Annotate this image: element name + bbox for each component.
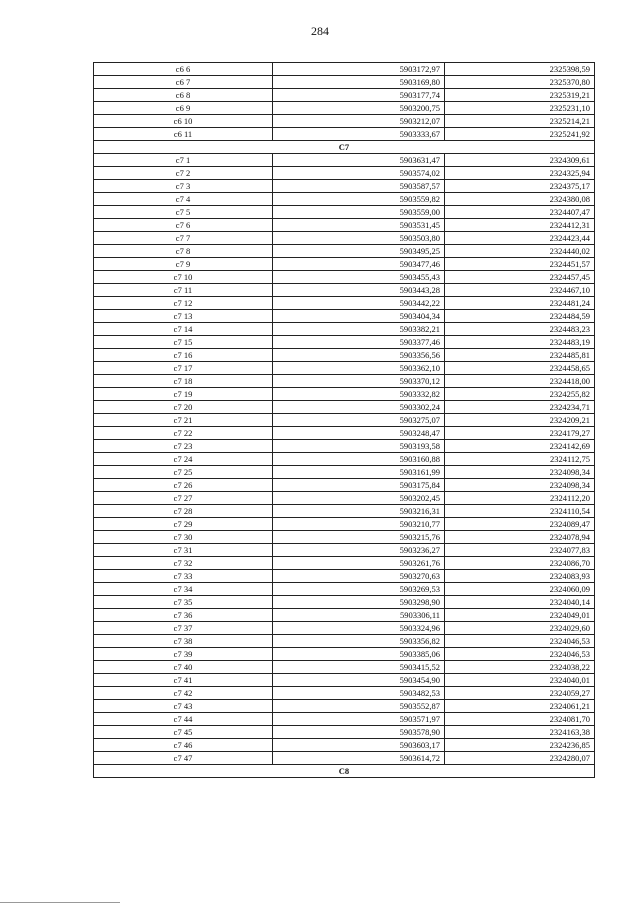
point-name-cell: c7 31 [94, 544, 273, 557]
point-name-cell: c7 38 [94, 635, 273, 648]
point-name-cell: c6 10 [94, 115, 273, 128]
table-row [94, 284, 595, 297]
point-name-cell: c7 36 [94, 609, 273, 622]
x-coordinate-cell: 5903270,63 [273, 570, 445, 583]
point-name-cell: c7 5 [94, 206, 273, 219]
table-row [94, 531, 595, 544]
y-coordinate-cell: 2324046,53 [445, 635, 595, 648]
y-coordinate-cell: 2324163,38 [445, 726, 595, 739]
table-row [94, 154, 595, 167]
y-coordinate-cell: 2325370,80 [445, 76, 595, 89]
y-coordinate-cell: 2324209,21 [445, 414, 595, 427]
point-name-cell: c7 6 [94, 219, 273, 232]
table-row [94, 323, 595, 336]
point-name-cell: c7 9 [94, 258, 273, 271]
point-name-cell: c7 2 [94, 167, 273, 180]
x-coordinate-cell: 5903161,99 [273, 466, 445, 479]
y-coordinate-cell: 2324280,07 [445, 752, 595, 765]
point-name-cell: c7 11 [94, 284, 273, 297]
x-coordinate-cell: 5903216,31 [273, 505, 445, 518]
table-row [94, 648, 595, 661]
point-name-cell: c7 17 [94, 362, 273, 375]
x-coordinate-cell: 5903324,96 [273, 622, 445, 635]
y-coordinate-cell: 2324061,21 [445, 700, 595, 713]
y-coordinate-cell: 2324483,19 [445, 336, 595, 349]
y-coordinate-cell: 2324458,65 [445, 362, 595, 375]
point-name-cell: c7 28 [94, 505, 273, 518]
table-body-c6 [94, 63, 595, 141]
point-name-cell: c6 7 [94, 76, 273, 89]
y-coordinate-cell: 2324083,93 [445, 570, 595, 583]
point-name-cell: c7 16 [94, 349, 273, 362]
table-row [94, 622, 595, 635]
table-row [94, 453, 595, 466]
point-name-cell: c7 41 [94, 674, 273, 687]
x-coordinate-cell: 5903160,88 [273, 453, 445, 466]
table-row [94, 271, 595, 284]
point-name-cell: c7 34 [94, 583, 273, 596]
x-coordinate-cell: 5903531,45 [273, 219, 445, 232]
point-name-cell: c7 33 [94, 570, 273, 583]
point-name-cell: c7 18 [94, 375, 273, 388]
y-coordinate-cell: 2324234,71 [445, 401, 595, 414]
x-coordinate-cell: 5903169,80 [273, 76, 445, 89]
section-header-c8: C8 [94, 765, 595, 778]
y-coordinate-cell: 2325398,59 [445, 63, 595, 76]
y-coordinate-cell: 2324440,02 [445, 245, 595, 258]
table-row [94, 726, 595, 739]
x-coordinate-cell: 5903385,06 [273, 648, 445, 661]
y-coordinate-cell: 2324484,59 [445, 310, 595, 323]
table-row [94, 687, 595, 700]
x-coordinate-cell: 5903306,11 [273, 609, 445, 622]
x-coordinate-cell: 5903362,10 [273, 362, 445, 375]
table-row [94, 635, 595, 648]
point-name-cell: c6 9 [94, 102, 273, 115]
y-coordinate-cell: 2324049,01 [445, 609, 595, 622]
y-coordinate-cell: 2324255,82 [445, 388, 595, 401]
y-coordinate-cell: 2324098,34 [445, 479, 595, 492]
point-name-cell: c7 27 [94, 492, 273, 505]
point-name-cell: c7 3 [94, 180, 273, 193]
table-body-c7 [94, 154, 595, 765]
y-coordinate-cell: 2324236,85 [445, 739, 595, 752]
table-row [94, 570, 595, 583]
y-coordinate-cell: 2324046,53 [445, 648, 595, 661]
table-row [94, 713, 595, 726]
x-coordinate-cell: 5903236,27 [273, 544, 445, 557]
y-coordinate-cell: 2324029,60 [445, 622, 595, 635]
x-coordinate-cell: 5903210,77 [273, 518, 445, 531]
x-coordinate-cell: 5903370,12 [273, 375, 445, 388]
x-coordinate-cell: 5903559,82 [273, 193, 445, 206]
x-coordinate-cell: 5903356,56 [273, 349, 445, 362]
point-name-cell: c7 35 [94, 596, 273, 609]
point-name-cell: c7 20 [94, 401, 273, 414]
y-coordinate-cell: 2324112,75 [445, 453, 595, 466]
x-coordinate-cell: 5903302,24 [273, 401, 445, 414]
point-name-cell: c7 19 [94, 388, 273, 401]
point-name-cell: c6 11 [94, 128, 273, 141]
x-coordinate-cell: 5903574,02 [273, 167, 445, 180]
x-coordinate-cell: 5903571,97 [273, 713, 445, 726]
table-row [94, 609, 595, 622]
x-coordinate-cell: 5903603,17 [273, 739, 445, 752]
x-coordinate-cell: 5903298,90 [273, 596, 445, 609]
table-row [94, 583, 595, 596]
y-coordinate-cell: 2324309,61 [445, 154, 595, 167]
point-name-cell: c7 12 [94, 297, 273, 310]
x-coordinate-cell: 5903269,53 [273, 583, 445, 596]
x-coordinate-cell: 5903193,58 [273, 440, 445, 453]
table-row [94, 89, 595, 102]
table-row [94, 661, 595, 674]
table-row [94, 349, 595, 362]
x-coordinate-cell: 5903177,74 [273, 89, 445, 102]
point-name-cell: c7 42 [94, 687, 273, 700]
table-row [94, 440, 595, 453]
x-coordinate-cell: 5903559,00 [273, 206, 445, 219]
point-name-cell: c7 24 [94, 453, 273, 466]
table-row [94, 388, 595, 401]
table-row [94, 518, 595, 531]
table-row [94, 193, 595, 206]
table-row [94, 427, 595, 440]
point-name-cell: c7 25 [94, 466, 273, 479]
x-coordinate-cell: 5903454,90 [273, 674, 445, 687]
y-coordinate-cell: 2324485,81 [445, 349, 595, 362]
point-name-cell: c7 10 [94, 271, 273, 284]
table-row [94, 557, 595, 570]
x-coordinate-cell: 5903215,76 [273, 531, 445, 544]
x-coordinate-cell: 5903248,47 [273, 427, 445, 440]
table-row [94, 596, 595, 609]
y-coordinate-cell: 2324325,94 [445, 167, 595, 180]
y-coordinate-cell: 2324078,94 [445, 531, 595, 544]
x-coordinate-cell: 5903172,97 [273, 63, 445, 76]
y-coordinate-cell: 2324112,20 [445, 492, 595, 505]
y-coordinate-cell: 2324077,83 [445, 544, 595, 557]
y-coordinate-cell: 2324040,01 [445, 674, 595, 687]
point-name-cell: c7 43 [94, 700, 273, 713]
x-coordinate-cell: 5903261,76 [273, 557, 445, 570]
table-row [94, 544, 595, 557]
x-coordinate-cell: 5903455,43 [273, 271, 445, 284]
table-row [94, 297, 595, 310]
table-row [94, 466, 595, 479]
footnote-rule [0, 902, 120, 903]
y-coordinate-cell: 2325231,10 [445, 102, 595, 115]
x-coordinate-cell: 5903503,80 [273, 232, 445, 245]
x-coordinate-cell: 5903382,21 [273, 323, 445, 336]
point-name-cell: c7 1 [94, 154, 273, 167]
x-coordinate-cell: 5903200,75 [273, 102, 445, 115]
point-name-cell: c7 40 [94, 661, 273, 674]
point-name-cell: c7 26 [94, 479, 273, 492]
section-c8 [94, 765, 595, 778]
table-row [94, 375, 595, 388]
x-coordinate-cell: 5903377,46 [273, 336, 445, 349]
y-coordinate-cell: 2324375,17 [445, 180, 595, 193]
y-coordinate-cell: 2324142,69 [445, 440, 595, 453]
point-name-cell: c7 29 [94, 518, 273, 531]
y-coordinate-cell: 2325214,21 [445, 115, 595, 128]
x-coordinate-cell: 5903587,57 [273, 180, 445, 193]
point-name-cell: c7 39 [94, 648, 273, 661]
section-c7 [94, 141, 595, 154]
y-coordinate-cell: 2325319,21 [445, 89, 595, 102]
x-coordinate-cell: 5903356,82 [273, 635, 445, 648]
point-name-cell: c7 32 [94, 557, 273, 570]
x-coordinate-cell: 5903552,87 [273, 700, 445, 713]
y-coordinate-cell: 2324451,57 [445, 258, 595, 271]
y-coordinate-cell: 2324060,09 [445, 583, 595, 596]
point-name-cell: c7 45 [94, 726, 273, 739]
x-coordinate-cell: 5903495,25 [273, 245, 445, 258]
y-coordinate-cell: 2324483,23 [445, 323, 595, 336]
table-row [94, 102, 595, 115]
x-coordinate-cell: 5903631,47 [273, 154, 445, 167]
point-name-cell: c7 37 [94, 622, 273, 635]
section-header-row [94, 141, 595, 154]
table-row [94, 479, 595, 492]
y-coordinate-cell: 2324423,44 [445, 232, 595, 245]
table-row [94, 310, 595, 323]
y-coordinate-cell: 2324098,34 [445, 466, 595, 479]
x-coordinate-cell: 5903442,22 [273, 297, 445, 310]
table-row [94, 674, 595, 687]
table-row [94, 752, 595, 765]
point-name-cell: c7 21 [94, 414, 273, 427]
x-coordinate-cell: 5903212,07 [273, 115, 445, 128]
x-coordinate-cell: 5903404,34 [273, 310, 445, 323]
point-name-cell: c7 13 [94, 310, 273, 323]
table-row [94, 76, 595, 89]
y-coordinate-cell: 2324081,70 [445, 713, 595, 726]
table-row [94, 245, 595, 258]
table-row [94, 219, 595, 232]
table-row [94, 700, 595, 713]
point-name-cell: c6 6 [94, 63, 273, 76]
y-coordinate-cell: 2324407,47 [445, 206, 595, 219]
x-coordinate-cell: 5903477,46 [273, 258, 445, 271]
y-coordinate-cell: 2324089,47 [445, 518, 595, 531]
point-name-cell: c7 15 [94, 336, 273, 349]
point-name-cell: c7 4 [94, 193, 273, 206]
point-name-cell: c7 47 [94, 752, 273, 765]
x-coordinate-cell: 5903614,72 [273, 752, 445, 765]
y-coordinate-cell: 2324038,22 [445, 661, 595, 674]
table-row [94, 336, 595, 349]
x-coordinate-cell: 5903202,45 [273, 492, 445, 505]
section-header-row [94, 765, 595, 778]
page-number: 284 [311, 24, 329, 38]
x-coordinate-cell: 5903443,28 [273, 284, 445, 297]
table-row [94, 180, 595, 193]
point-name-cell: c7 23 [94, 440, 273, 453]
y-coordinate-cell: 2324418,00 [445, 375, 595, 388]
table-row [94, 232, 595, 245]
table-row [94, 206, 595, 219]
point-name-cell: c7 14 [94, 323, 273, 336]
x-coordinate-cell: 5903415,52 [273, 661, 445, 674]
y-coordinate-cell: 2324412,31 [445, 219, 595, 232]
table-row [94, 401, 595, 414]
table-row [94, 258, 595, 271]
y-coordinate-cell: 2324110,54 [445, 505, 595, 518]
x-coordinate-cell: 5903175,84 [273, 479, 445, 492]
section-header-c7: C7 [94, 141, 595, 154]
point-name-cell: c6 8 [94, 89, 273, 102]
point-name-cell: c7 30 [94, 531, 273, 544]
table-row [94, 63, 595, 76]
y-coordinate-cell: 2324380,08 [445, 193, 595, 206]
point-name-cell: c7 46 [94, 739, 273, 752]
y-coordinate-cell: 2324040,14 [445, 596, 595, 609]
table-row [94, 362, 595, 375]
table-row [94, 167, 595, 180]
coordinates-table [93, 62, 595, 778]
y-coordinate-cell: 2324086,70 [445, 557, 595, 570]
point-name-cell: c7 22 [94, 427, 273, 440]
y-coordinate-cell: 2324059,27 [445, 687, 595, 700]
table-row [94, 115, 595, 128]
table-row [94, 128, 595, 141]
y-coordinate-cell: 2324481,24 [445, 297, 595, 310]
table-row [94, 505, 595, 518]
x-coordinate-cell: 5903578,90 [273, 726, 445, 739]
y-coordinate-cell: 2325241,92 [445, 128, 595, 141]
x-coordinate-cell: 5903333,67 [273, 128, 445, 141]
point-name-cell: c7 8 [94, 245, 273, 258]
table-row [94, 739, 595, 752]
y-coordinate-cell: 2324467,10 [445, 284, 595, 297]
y-coordinate-cell: 2324457,45 [445, 271, 595, 284]
point-name-cell: c7 7 [94, 232, 273, 245]
table-row [94, 492, 595, 505]
x-coordinate-cell: 5903332,82 [273, 388, 445, 401]
table-row [94, 414, 595, 427]
point-name-cell: c7 44 [94, 713, 273, 726]
x-coordinate-cell: 5903275,07 [273, 414, 445, 427]
x-coordinate-cell: 5903482,53 [273, 687, 445, 700]
y-coordinate-cell: 2324179,27 [445, 427, 595, 440]
